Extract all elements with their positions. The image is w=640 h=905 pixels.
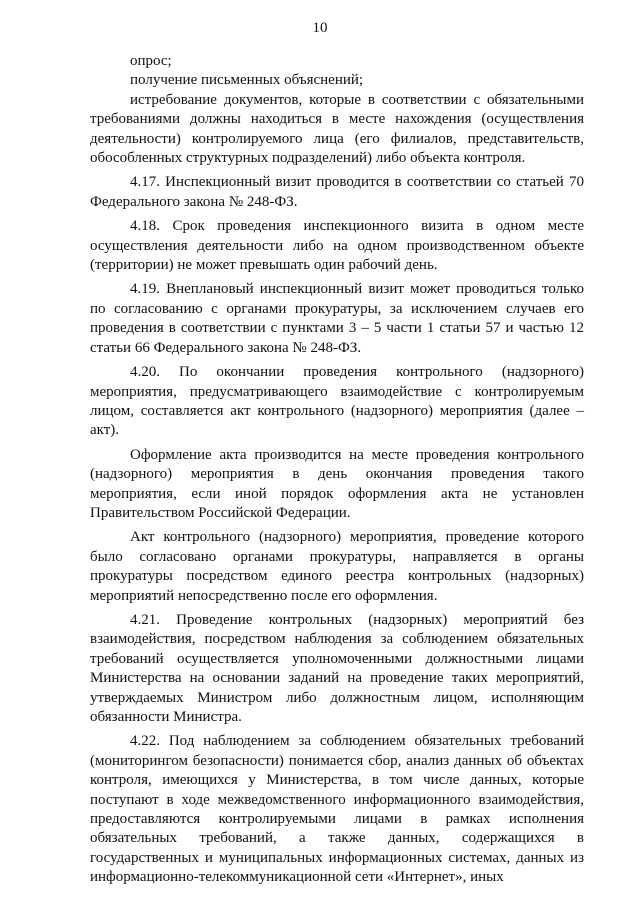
paragraph-4-20: 4.20. По окончании проведения контрольного (надзорного) мероприятия, предусматривающего взаимодействие с контролируемым лицом, составляется акт контрольного (надзорного) мероприятия (далее – акт). — [90, 364, 584, 439]
paragraph-act-registration: Оформление акта производится на месте проведения контрольного (надзорного) мероприятия в день окончания проведения такого мероприятия, если иной порядок оформления акта не установлен Правительством Российской Федерации. — [90, 446, 584, 521]
paragraph-document-request: истребование документов, которые в соответствии с обязательными требованиями должны находиться в месте нахождения (осуществления деятельности) контролируемого лица (его филиалов, представительств, обособленных структурных подразделений) либо объекта контроля. — [90, 91, 584, 167]
paragraph-written-explanations: получение письменных объяснений; — [130, 72, 364, 89]
paragraph-4-22: 4.22. Под наблюдением за соблюдением обязательных требований (мониторингом безопасности) понимается сбор, анализ данных об объектах контроля, имеющихся у Министерства, в том числе данных, которые поступают в ходе межведомственного информационного взаимодействия, предоставляются контролируемыми лицами в рамках исполнения обязательных требований, а также данных, содержащихся в государственных и муниципальных информационных системах, данных из информационно-телекоммуникационной сети «Интернет», иных — [90, 733, 584, 886]
document-body — [90, 52, 584, 888]
paragraph-4-21: 4.21. Проведение контрольных (надзорных) мероприятий без взаимодействия, посредством наблюдения за соблюдением обязательных требований осуществляется уполномоченными должностными лицами Министерства на основании заданий на проведение таких мероприятий, утверждаемых Министром либо должностным лицом, исполняющим обязанности Министра. — [90, 611, 584, 725]
paragraph-act-prosecution: Акт контрольного (надзорного) мероприятия, проведение которого было согласовано органами прокуратуры, направляется в органы прокуратуры посредством единого реестра контрольных (надзорных) мероприятий непосредственно после его оформления. — [90, 529, 584, 604]
paragraph-4-18: 4.18. Срок проведения инспекционного визита в одном месте осуществления деятельности либо на одном производственном объекте (территории) не может превышать один рабочий день. — [90, 218, 584, 274]
page-number: 10 — [312, 20, 328, 36]
paragraph-survey: опрос; — [130, 53, 172, 69]
paragraph-4-17: 4.17. Инспекционный визит проводится в соответствии со статьей 70 Федерального закона № 248-ФЗ. — [90, 174, 584, 210]
paragraph-4-19: 4.19. Внеплановый инспекционный визит может проводиться только по согласованию с органами прокуратуры, за исключением случаев его проведения в соответствии с пунктами 3 – 5 части 1 статьи 57 и частью 12 статьи 66 Федерального закона № 248-ФЗ. — [90, 281, 584, 356]
